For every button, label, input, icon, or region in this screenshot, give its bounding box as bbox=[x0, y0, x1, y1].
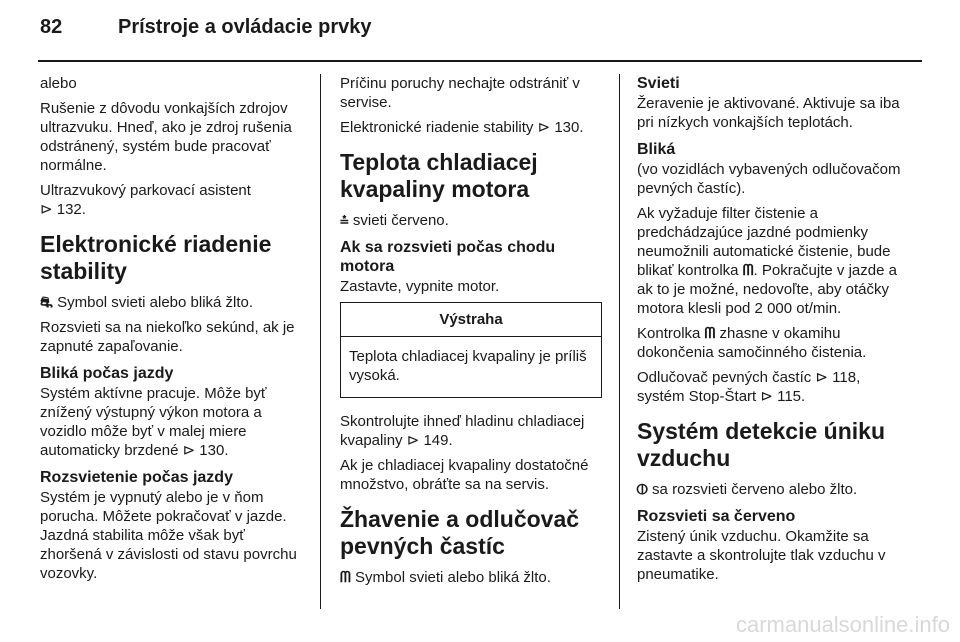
column-3 bbox=[637, 74, 907, 590]
paragraph: Systém je vypnutý alebo je v ňom porucha. Môžete pokračovať v jazde. Jazdná stabilita môže však byť zhoršená v závislosti od stavu povrchu vozovky. bbox=[40, 489, 297, 582]
paragraph: Systém aktívne pracuje. Môže byť znížený výstupný výkon motora a vozidlo môže byť v malej miere automaticky brzdené ⊳ 130. bbox=[40, 385, 267, 459]
tyre-pressure-icon: ⦶ bbox=[637, 481, 648, 498]
paragraph: Ak vyžaduje filter čistenie a predchádzajúce jazdné podmienky neumožnili automatické čistenie, bude blikať kontrolka ᗰ. Pokračujte v jazde a ak to je možné, nedovoľte, aby otáčky motora klesli pod 2 000 ot/min. bbox=[637, 205, 897, 317]
coolant-temperature-icon: ⩮ bbox=[340, 212, 349, 229]
section-heading-coolant: Teplota chladiacej kvapaliny motora bbox=[340, 149, 538, 202]
warning-body: Teplota chladiacej kvapaliny je príliš vysoká. bbox=[349, 348, 587, 384]
subheading-blink: Bliká bbox=[637, 141, 676, 158]
paragraph: Zistený únik vzduchu. Okamžite sa zastavte a skontrolujte tlak vzduchu v pneumatike. bbox=[637, 528, 886, 583]
paragraph: ⛐ Symbol svieti alebo bliká žlto. bbox=[40, 294, 254, 311]
section-heading-esc: Elektronické riadenie stability bbox=[40, 231, 272, 284]
column-divider-1 bbox=[320, 74, 321, 609]
section-heading-glow: Žhavenie a odlučovač pevných častíc bbox=[340, 506, 580, 559]
paragraph: Žeravenie je aktivované. Aktivuje sa iba pri nízkych vonkajších teplotách. bbox=[637, 95, 900, 131]
paragraph: Odlučovač pevných častíc ⊳ 118, systém Stop-Štart ⊳ 115. bbox=[637, 369, 861, 405]
paragraph: Kontrolka ᗰ zhasne v okamihu dokončenia samočinného čistenia. bbox=[637, 325, 867, 361]
paragraph: Elektronické riadenie stability ⊳ 130. bbox=[340, 119, 584, 136]
page-reference: ⊳ 132. bbox=[40, 201, 86, 218]
warning-box bbox=[340, 302, 602, 398]
esc-warning-icon: ⛐ bbox=[40, 294, 53, 311]
glow-plug-icon: ᗰ bbox=[704, 325, 716, 342]
subheading-running: Ak sa rozsvieti počas chodu motora bbox=[340, 239, 556, 275]
column-2 bbox=[340, 74, 602, 593]
paragraph: Skontrolujte ihneď hladinu chladiacej kvapaliny ⊳ 149. bbox=[340, 413, 585, 449]
paragraph: Ak je chladiacej kvapaliny dostatočné množstvo, obráťte sa na servis. bbox=[340, 457, 589, 493]
paragraph: Rozsvieti sa na niekoľko sekúnd, ak je zapnuté zapaľovanie. bbox=[40, 319, 295, 355]
paragraph: ᗰ Symbol svieti alebo bliká žlto. bbox=[340, 569, 551, 586]
paragraph: Rušenie z dôvodu vonkajších zdrojov ultrazvuku. Hneď, ako je zdroj rušenia odstránený, systém bude pracovať normálne. bbox=[40, 100, 292, 174]
page-header bbox=[40, 16, 371, 39]
section-heading-tyre: Systém detekcie úniku vzduchu bbox=[637, 418, 885, 471]
paragraph: alebo bbox=[40, 75, 77, 92]
warning-title: Výstraha bbox=[341, 303, 601, 337]
subheading-on: Svieti bbox=[637, 75, 680, 92]
column-divider-2 bbox=[619, 74, 620, 609]
subheading-lit: Rozsvietenie počas jazdy bbox=[40, 469, 233, 486]
subheading-blink: Bliká počas jazdy bbox=[40, 365, 174, 382]
paragraph: ⩮ svieti červeno. bbox=[340, 212, 449, 229]
glow-plug-icon: ᗰ bbox=[742, 262, 754, 279]
column-1 bbox=[40, 74, 308, 589]
paragraph: (vo vozidlách vybavených odlučovačom pevných častíc). bbox=[637, 161, 901, 197]
paragraph: Ultrazvukový parkovací asistent ⊳ 132. bbox=[40, 182, 251, 218]
subheading-red: Rozsvieti sa červeno bbox=[637, 508, 796, 525]
page-title: Prístroje a ovládacie prvky bbox=[118, 16, 372, 38]
glow-plug-icon: ᗰ bbox=[340, 569, 351, 586]
header-rule bbox=[38, 60, 922, 62]
paragraph: Zastavte, vypnite motor. bbox=[340, 278, 500, 295]
paragraph: ⦶ sa rozsvieti červeno alebo žlto. bbox=[637, 481, 858, 498]
watermark: carmanualsonline.info bbox=[735, 612, 950, 637]
page-number: 82 bbox=[40, 16, 63, 38]
paragraph: Príčinu poruchy nechajte odstrániť v servise. bbox=[340, 75, 580, 111]
